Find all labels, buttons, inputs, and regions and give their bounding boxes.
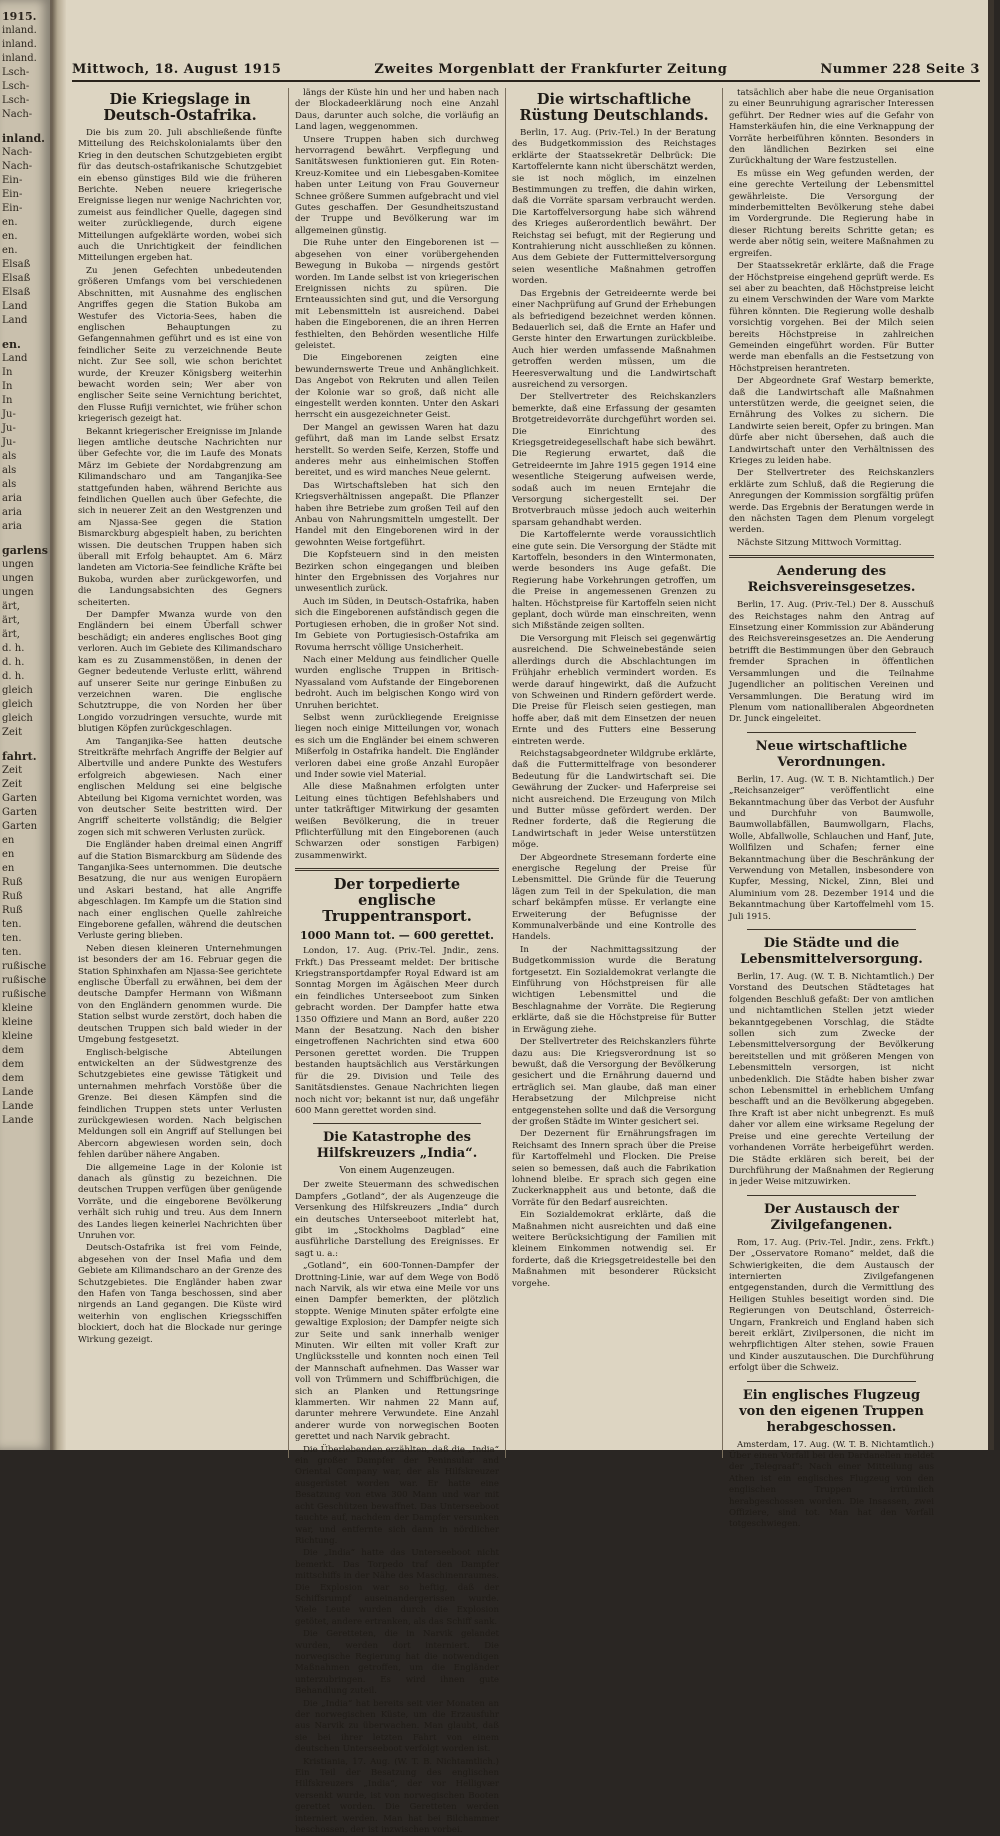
prev-page-text-fragment: aria — [2, 493, 22, 504]
previous-page-fragment — [0, 0, 52, 1450]
article-paragraph: Die Kopfsteuern sind in den meisten Bezirken schon eingegangen und bleiben hinter den Ergebnissen des Vorjahres nur unwesentlich zurück. — [295, 550, 499, 595]
article-paragraph: Der Stellvertreter des Reichskanzlers bemerkte, daß eine Erfassung der gesamten Brotgetreidevorräte durchgeführt worden sei. Die Einrichtung des Kriegsgetreidegesellschaft habe sich bewährt. Die Regierung erwartet, daß die Getreideernte im Jahre 1915 gegen 1914 eine wesentliche Steigerung aufweisen werde, sodaß auch im neuen Erntejahr die Versorgung sichergestellt sei. Der Brotverbrauch müsse jedoch auch weiterhin sparsam gehandhabt werden. — [512, 392, 716, 528]
article-body-reichsvereinsgesetz — [729, 600, 934, 725]
book-spine — [52, 0, 66, 1450]
prev-page-text-fragment: als — [2, 479, 17, 490]
article-paragraph: Alle diese Maßnahmen erfolgten unter Leitung eines tüchtigen Befehlshabers und unter tatkräftiger Mitwirkung der gesamten weißen Bevölkerung, die in treuer Pflichterfüllung mit den Eingeborenen (auch Schwarzen oder sonstigen Farbigen) zusammenwirkt. — [295, 782, 499, 861]
prev-page-text-fragment: gleich — [2, 685, 33, 696]
prev-page-text-fragment: Land — [2, 315, 28, 326]
prev-page-text-fragment: Elsaß — [2, 259, 31, 270]
subheadline-truppentransport: 1000 Mann tot. — 600 gerettet. — [300, 929, 494, 943]
divider — [313, 1123, 481, 1124]
prev-page-text-fragment: dem — [2, 1059, 24, 1070]
prev-page-text-fragment: inland. — [2, 39, 37, 50]
article-body-truppentransport — [295, 946, 499, 1117]
prev-page-text-fragment: Land — [2, 353, 28, 364]
article-paragraph: Die Geretteten, die in Narvik gelandet wurden, werden dort interniert. Die norwegische Regierung hat die notwendigen Maßnahmen getroffen, um die Engländer unterzubringen. Es wird ihnen gute Behandlung zuteil. — [295, 1629, 499, 1697]
prev-page-text-fragment: gleich — [2, 713, 33, 724]
prev-page-text-fragment: Lande — [2, 1101, 34, 1112]
article-paragraph: Selbst wenn zurückliegende Ereignisse liegen noch einige Mitteilungen vor, wonach es sich um die Engländer bei einem schweren Mißerfolg in Ostafrika handelt. Die Engländer verloren dabei eine große Anzahl Europäer und Inder sowie viel Material. — [295, 712, 499, 780]
masthead-title: Zweites Morgenblatt der Frankfurter Zeitung — [374, 62, 728, 77]
article-body-wirtschaft — [512, 128, 716, 1290]
prev-page-text-fragment: kleine — [2, 1031, 33, 1042]
article-paragraph: Der Staatssekretär erklärte, daß die Frage der Höchstpreise eingehend geprüft werde. Es sei aber zu beachten, daß Höchstpreise leicht zu einem Verschwinden der Ware vom Markte führen könnten. Die Regierung wolle deshalb vorsichtig vorgehen. Bei der Milch seien bereits Höchstpreise in zahlreichen Gemeinden eingeführt worden. Für Butter werde man ebenfalls an die Festsetzung von Höchstpreisen herantreten. — [729, 261, 934, 374]
article-paragraph: Die Eingeborenen zeigten eine bewundernswerte Treue und Anhänglichkeit. Das Angebot von Rekruten und allen Teilen der Kolonie war so groß, daß nicht alle eingestellt werden konnten. Unter den Askari herrscht ein ausgezeichneter Geist. — [295, 353, 499, 421]
divider — [747, 1381, 916, 1382]
article-body-verordnungen — [729, 775, 934, 923]
prev-page-text-fragment: In — [2, 381, 13, 392]
prev-page-text-fragment: Nach- — [2, 161, 33, 172]
article-paragraph: Berlin, 17. Aug. (W. T. B. Nichtamtlich.) Der „Reichsanzeiger“ veröffentlicht eine Bekanntmachung über das Verbot der Ausfuhr und Durchfuhr von Baumwolle, Baumwollabfällen, Baumwollgarn, Flachs, Wolle, Abfallwolle, Schlauchen und Hanf, Jute, Wollfilzen und Schafen; ferner eine Bekanntmachung über die Beschränkung der Verwendung von Metallen, insbesondere von Kupfer, Messing, Nickel, Zinn, Blei und Aluminium vom 28. Dezember 1914 und die Bekanntmachung über Kartoffelmehl vom 15. Juli 1915. — [729, 774, 934, 922]
prev-page-heading-fragment: en. — [2, 338, 21, 351]
headline-reichsvereinsgesetz: Aenderung des Reichsvereinsgesetzes. — [747, 564, 916, 596]
column-2 — [289, 88, 506, 1836]
prev-page-text-fragment: Land — [2, 301, 28, 312]
prev-page-year: 1915. — [2, 10, 37, 23]
prev-page-text-fragment: inland. — [2, 25, 37, 36]
article-paragraph: Der Abgeordnete Stresemann forderte eine energische Regelung der Preise für Lebensmittel. Die Gründe für die Teuerung lägen zum Teil in der Spekulation, die man scharf bekämpfen müsse. Er verlangte eine Erweiterung der Befugnisse der Kommunalverbände und eine Kontrolle des Handels. — [512, 852, 716, 943]
prev-page-text-fragment: kleine — [2, 1017, 33, 1028]
prev-page-text-fragment: ungen — [2, 587, 34, 598]
article-paragraph: Die allgemeine Lage in der Kolonie ist danach als günstig zu bezeichnen. Die deutschen Truppen verfügen über genügende Vorräte, und die eingeborene Bevölkerung verhält sich ruhig und treu. Aus dem Innern des Landes liegen keinerlei Nachrichten über Unruhen vor. — [78, 1162, 282, 1241]
article-paragraph: Ein Sozialdemokrat erklärte, daß die Maßnahmen nicht ausreichten und daß eine weitere Berücksichtigung der Familien mit kleinem Einkommen notwendig sei. Er forderte, daß die Kriegsgetreidestelle bei den Maßnahmen mit besonderer Rücksicht vorgehe. — [512, 1210, 716, 1289]
prev-page-text-fragment: Lande — [2, 1087, 34, 1098]
prev-page-text-fragment: ten. — [2, 947, 22, 958]
divider — [747, 1195, 916, 1196]
prev-page-text-fragment: Ruß — [2, 891, 23, 902]
column-4 — [723, 88, 940, 1530]
article-paragraph: In der Nachmittagssitzung der Budgetkommission wurde die Beratung fortgesetzt. Ein Sozialdemokrat verlangte die Einführung von Höchstpreisen für alle wichtigen Lebensmittel und die Beschlagnahme der Vorräte. Die Regierung erklärte, daß sie die Höchstpreise für Butter in Erwägung ziehe. — [512, 944, 716, 1035]
prev-page-text-fragment: ten. — [2, 933, 22, 944]
prev-page-text-fragment: en — [2, 863, 15, 874]
newspaper-page — [66, 0, 994, 1836]
prev-page-heading-fragment: fahrt. — [2, 750, 37, 763]
prev-page-text-fragment: Garten — [2, 807, 38, 818]
prev-page-text-fragment: Elsaß — [2, 273, 31, 284]
article-paragraph: Deutsch-Ostafrika ist frei vom Feinde, abgesehen von der Insel Mafia und dem Gebiete am Kilimandscharo an der Grenze des Schutzgebietes. Die Engländer haben zwar den Hafen von Tanga beschossen, sind aber nirgends an Land gegangen. Die Küste wird weiterhin von englischen Kriegsschiffen blockiert, doch hat die Blockade nur geringe Wirkung gezeigt. — [78, 1243, 282, 1345]
prev-page-text-fragment: kleine — [2, 1003, 33, 1014]
prev-page-text-fragment: aria — [2, 521, 22, 532]
prev-page-text-fragment: Ruß — [2, 877, 23, 888]
article-paragraph: Der Dampfer Mwanza wurde von den Engländern bei einem Überfall schwer beschädigt; ein anderes englisches Boot ging verloren. Auch im Gebiete des Kilimandscharo kam es zu Zusammenstößen, in denen der Gegner bedeutende Verluste erlitt, während auf unserer Seite nur geringe Einbußen zu verzeichnen waren. Die englische Schutztruppe, die von Norden her über Longido vorzudringen versuchte, wurde mit blutigen Köpfen zurückgeschlagen. — [78, 610, 282, 735]
article-body-kriegslage — [78, 128, 282, 1346]
article-paragraph: Berlin, 17. Aug. (Priv.-Tel.) Der 8. Ausschuß des Reichstages nahm den Antrag auf Einsetzung einer Kommission zur Abänderung des Reichsvereinsgesetzes an. Die Aenderung betrifft die Bestimmungen über den Gebrauch fremder Sprachen in öffentlichen Versammlungen und die Teilnahme Jugendlicher an politischen Vereinen und Versammlungen. Die Beratung wird im Plenum vom nationalliberalen Abgeordneten Dr. Junck eingeleitet. — [729, 600, 934, 725]
article-continuation-wirtschaft — [729, 88, 934, 549]
article-paragraph: Die Kartoffelernte werde voraussichtlich eine gute sein. Die Versorgung der Städte mit Kartoffeln, besonders in den Wintermonaten, werde besonders ins Auge gefaßt. Die Regierung habe Vorkehrungen getroffen, um die Preise in angemessenen Grenzen zu halten. Höchstpreise für Kartoffeln seien nicht geplant, doch würde man einschreiten, wenn sich Mißstände zeigen sollten. — [512, 530, 716, 632]
article-paragraph: Kristiania, 17. Aug. (W. T. B. Nichtamtlich.) Ein Teil der Besatzung des englischen Hilfskreuzers „India“, der vor Helligvær versenkt wurde, ist von norwegischen Booten gerettet worden. Die Geretteten werden interniert werden. Man hat bei Bilchammer beschossen, der ist inzwischen vorbei. — [295, 1756, 499, 1836]
headline-verordnungen: Neue wirtschaftliche Verordnungen. — [755, 738, 908, 770]
article-paragraph: Die Ruhe unter den Eingeborenen ist — abgesehen von einer vorübergehenden Bewegung in Bukoba — nirgends gestört worden. Im Lande selbst ist von kriegerischen Ereignissen nichts zu spüren. Die Ernteaussichten sind gut, und die Versorgung mit Lebensmitteln ist ausreichend. Dabei haben die Eingeborenen, die an ihren Herren festhielten, den Behörden wesentliche Hilfe geleistet. — [295, 238, 499, 351]
article-paragraph: längs der Küste hin und her und haben nach der Blockadeerklärung noch eine Anzahl Daus, darunter auch solche, die vorläufig an Land lagen, weggenommen. — [295, 88, 499, 133]
article-body-staedte — [729, 972, 934, 1189]
article-paragraph: „Gotland“, ein 600-Tonnen-Dampfer der Drottning-Linie, war auf dem Wege von Bodö nach Narvik, als wir etwa eine Meile vor uns einen Dampfer bemerkten, der plötzlich stoppte. Wenige Minuten später erfolgte eine gewaltige Explosion; der Dampfer neigte sich zur Seite und sank innerhalb weniger Minuten. Wir eilten mit voller Kraft zur Unglücksstelle und konnten noch einen Teil der Mannschaft aufnehmen. Das Wasser war voll von Trümmern und Schiffbrüchigen, die sich an Planken und Rettungsringe klammerten. Wir nahmen 22 Mann auf, darunter mehrere Verwundete. Eine Anzahl anderer wurde von norwegischen Booten gerettet und nach Narvik gebracht. — [295, 1261, 499, 1443]
prev-page-text-fragment: Lande — [2, 1115, 34, 1126]
divider — [747, 929, 916, 930]
article-paragraph: Der Dezernent für Ernährungsfragen im Reichsamt des Innern sprach über die Preise für Kartoffelmehl und Flocken. Die Preise seien so bemessen, daß auch die Fabrikation lohnend bleibe. Er sprach sich gegen eine Zuckerknappheit aus und betonte, daß die Vorräte für den Bedarf ausreichten. — [512, 1129, 716, 1208]
prev-page-text-fragment: aria — [2, 507, 22, 518]
article-body-flugzeug — [729, 1440, 934, 1531]
prev-page-text-fragment: Garten — [2, 793, 38, 804]
masthead-date: Mittwoch, 18. August 1915 — [72, 62, 282, 77]
article-paragraph: Die Engländer haben dreimal einen Angriff auf die Station Bismarckburg am Südende des Tanganjika-Sees unternommen. Die deutsche Besatzung, die nur aus wenigen Europäern und Askari bestand, hat alle Angriffe abgeschlagen. Im Kampfe um die Station sind nach einer englischen Quelle zahlreiche Eingeborene gefallen, während die deutschen Verluste gering blieben. — [78, 840, 282, 942]
prev-page-text-fragment: In — [2, 395, 13, 406]
article-paragraph: Englisch-belgische Abteilungen entwickelten an der Südwestgrenze des Schutzgebietes eine gewisse Tätigkeit und unternahmen mehrfach Vorstöße über die Grenze. Bei diesen Kämpfen sind die feindlichen Truppen stets unter Verlusten zurückgewiesen worden. Nach belgischen Meldungen soll ein Angriff auf Stellungen bei Abercorn abgewiesen worden sein, doch fehlen darüber nähere Angaben. — [78, 1047, 282, 1161]
article-paragraph: Die bis zum 20. Juli abschließende fünfte Mitteilung des Reichskolonialamts über den Krieg in den deutschen Schutzgebieten ergibt für das deutsch-ostafrikanische Schutzgebiet ein ebenso günstiges Bild wie die früheren Berichte. Neben neuere kriegerische Ereignisse liegen nur wenige Nachrichten vor, zumeist aus feindlicher Quelle, dagegen sind weiter zurückliegende, durch eigene Mitteilungen aufgeklärte worden, wobei sich auch die Unrichtigkeit der feindlichen Mitteilungen ergeben hat. — [78, 128, 282, 264]
prev-page-text-fragment: Ein- — [2, 189, 23, 200]
prev-page-text-fragment: als — [2, 451, 17, 462]
article-paragraph: Nach einer Meldung aus feindlicher Quelle wurden englische Truppen in Britisch-Nyassaland vom Aufstande der Eingeborenen bedroht. Auch im belgischen Kongo wird von Unruhen berichtet. — [295, 654, 499, 711]
article-paragraph: Es müsse ein Weg gefunden werden, der eine gerechte Verteilung der Lebensmittel gewährleiste. Die Versorgung der minderbemittelten Bevölkerung stehe dabei im Vordergrunde. Die Regierung habe in dieser Richtung bereits Schritte getan; es werde aber nötig sein, weitere Maßnahmen zu ergreifen. — [729, 168, 934, 259]
headline-truppentransport: Der torpedierte englische Truppentransport. — [322, 876, 472, 926]
prev-page-text-fragment: en — [2, 849, 15, 860]
prev-page-text-fragment: en. — [2, 231, 18, 242]
article-paragraph: Berlin, 17. Aug. (Priv.-Tel.) In der Beratung des Budgetkommission des Reichstages erklärte der Staatssekretär Delbrück: Die Kartoffelernte kann nicht überschätzt werden, sie ist noch möglich, im einzelnen Bestimmungen zu treffen, die dahin wirken, daß die Vorräte sparsam verbraucht werden. Die Kartoffelversorgung habe sich während des Krieges außerordentlich bewährt. Der Reichstag sei befugt, mit der Regierung und Kontrahierung nicht ausschließen zu können. Aus dem Gebiete der Futtermittelversorgung seien wesentliche Maßnahmen getroffen worden. — [512, 128, 716, 287]
byline-india: Von einem Augenzeugen. — [339, 1166, 455, 1177]
article-paragraph: Der Stellvertreter des Reichskanzlers führte dazu aus: Die Kriegsverordnung ist so bewußt, daß die Versorgung der Bevölkerung gesichert und die Ernährung dauernd und erträglich sei. Man glaube, daß man einer Herabsetzung der Milchpreise nicht entgegenstehen sollte und daß die Versorgung der großen Städte im Winter gesichert sei. — [512, 1037, 716, 1127]
prev-page-text-fragment: dem — [2, 1073, 24, 1084]
prev-page-text-fragment: rußische — [2, 961, 47, 972]
article-paragraph: Unsere Truppen haben sich durchweg hervorragend bewährt. Verpflegung und Sanitätswesen funktionieren gut. Ein Roten-Kreuz-Komitee und ein Liebesgaben-Komitee haben unter Leitung von Frau Gouverneur Schnee größere Summen aufgebracht und viel Gutes geschaffen. Der Gesundheitszustand der Truppe und Bevölkerung war im allgemeinen günstig. — [295, 134, 499, 236]
masthead-page-number: Nummer 228 Seite 3 — [820, 62, 980, 77]
prev-page-text-fragment: Nach- — [2, 147, 33, 158]
prev-page-text-fragment: als — [2, 465, 17, 476]
article-paragraph: Der Abgeordnete Graf Westarp bemerkte, daß die Landwirtschaft alle Maßnahmen unterstützen werde, die geeignet seien, die Ernährung des Volkes zu sichern. Die Landwirte seien bereit, Opfer zu bringen. Man dürfe aber nicht übersehen, daß auch die Landwirtschaft unter den Verhältnissen des Krieges zu leiden habe. — [729, 376, 934, 466]
prev-page-heading-fragment: inland. — [2, 132, 46, 145]
article-paragraph: Der zweite Steuermann des schwedischen Dampfers „Gotland“, der als Augenzeuge die Versenkung des Hilfskreuzers „India“ durch ein deutsches Unterseeboot miterlebt hat, gibt im „Stockholms Dagblad“ eine ausführliche Darstellung des Ereignisses. Er sagt u. a.: — [295, 1180, 499, 1259]
masthead — [72, 62, 980, 82]
prev-page-text-fragment: Ein- — [2, 203, 23, 214]
prev-page-heading-fragment: garlens — [2, 544, 48, 557]
column-3 — [506, 88, 723, 1458]
prev-page-text-fragment: dem — [2, 1045, 24, 1056]
article-body-zivilgefangene — [729, 1238, 934, 1375]
article-paragraph: Neben diesen kleineren Unternehmungen ist besonders der am 16. Februar gegen die Station Sphinxhafen am Njassa-See gerichtete englische Überfall zu erwähnen, bei dem der deutsche Dampfer Hermann von Wißmann von den Engländern genommen wurde. Die Station selbst wurde zerstört, doch haben die deutschen Truppen sich bald wieder in der Umgebung festgesetzt. — [78, 943, 282, 1046]
article-paragraph: Nächste Sitzung Mittwoch Vormittag. — [737, 537, 902, 548]
divider — [295, 868, 499, 871]
article-paragraph: Bekannt kriegerischer Ereignisse im Jnlande liegen amtliche deutsche Nachrichten nur über Gefechte vor, die im Laufe des Monats März im Gebiete der Nordabgrenzung am Kilimandscharo und am Tanganjika-See stattgefunden haben, während Berichte aus feindlichen Quellen auch über Gefechte, die sich in neuerer Zeit an den Westgrenzen und am Njassa-See gegen die Station Bismarckburg abgespielt haben, zu berichten wissen. Die deutschen Truppen haben sich überall mit Erfolg behauptet. Am 6. März landeten am Victoria-See feindliche Kräfte bei Bukoba, wurden aber zurückgeworfen, und die Landungsabsichten des Gegners scheiterten. — [78, 426, 282, 608]
prev-page-text-fragment: inland. — [2, 53, 37, 64]
headline-staedte: Die Städte und die Lebensmittelversorgung. — [740, 936, 923, 967]
prev-page-text-fragment: rußische — [2, 989, 47, 1000]
article-paragraph: Amsterdam, 17. Aug. (W. T. B. Nichtamtlich.) Über einen Vorfall bei den Dardanellen meldet der „Telegraaf“: Nach einer Mitteilung aus Athen ist ein englisches Flugzeug von den englischen Truppen irrtümlich herabgeschossen worden. Die Insassen, zwei Offiziere, sind tot. Man hat den Vorfall totgeschwiegen. — [729, 1439, 934, 1530]
prev-page-text-fragment: gleich — [2, 699, 33, 710]
prev-page-text-fragment: In — [2, 367, 13, 378]
headline-wirtschaft: Die wirtschaftliche Rüstung Deutschlands. — [519, 91, 709, 124]
article-paragraph: Das Ergebnis der Getreideernte werde bei einer Nachprüfung auf Grund der Erhebungen als befriedigend bezeichnet werden können. Bedauerlich sei, daß die Ernte an Hafer und Gerste hinter den Erwartungen zurückbleibe. Auch hier werden umfassende Maßnahmen getroffen werden müssen, um die Heeresverwaltung und die Landwirtschaft ausreichend zu versorgen. — [512, 288, 716, 390]
article-paragraph: Der Mangel an gewissen Waren hat dazu geführt, daß man im Lande selbst Ersatz herstellt. So werden Seife, Kerzen, Stoffe und anderes mehr aus einheimischen Stoffen bereitet, und es wird manches Neue gelernt. — [295, 422, 499, 479]
article-continuation — [295, 88, 499, 862]
article-paragraph: Reichstagsabgeordneter Wildgrube erklärte, daß die Futtermittelfrage von besonderer Bedeutung für die Landwirtschaft sei. Die Gewährung der Zucker- und Haferpreise sei nicht ausreichend. Die Erzeugung von Milch und Butter müsse gefördert werden. Der Redner forderte, daß die Regierung die Landwirtschaft in jeder Weise unterstützen möge. — [512, 748, 716, 851]
article-paragraph: Rom, 17. Aug. (Priv.-Tel. Jndir., zens. Frkft.) Der „Osservatore Romano“ meldet, daß die Schwierigkeiten, die dem Austausch der internierten Zivilgefangenen entgegenstanden, durch die Vermittlung des Heiligen Stuhles beseitigt worden sind. Die Regierungen von Deutschland, Österreich-Ungarn, Frankreich und England haben sich bereit erklärt, Zivilpersonen, die nicht im wehrpflichtigen Alter stehen, sowie Frauen und Kinder auszutauschen. Die Durchführung erfolgt über die Schweiz. — [729, 1237, 934, 1374]
prev-page-text-fragment: Zeit — [2, 779, 23, 790]
prev-page-text-fragment: ärt, — [2, 601, 20, 612]
prev-page-text-fragment: en. — [2, 245, 18, 256]
prev-page-text-fragment: Lsch- — [2, 95, 30, 106]
prev-page-text-fragment: Ein- — [2, 175, 23, 186]
prev-page-text-fragment: Elsaß — [2, 287, 31, 298]
column-1 — [72, 88, 289, 1458]
prev-page-text-fragment: en — [2, 835, 15, 846]
article-paragraph: Zu jenen Gefechten unbedeutenden größeren Umfangs vom bei verschiedenen Abschnitten, mit Ausnahme des englischen Angriffes gegen die Station Bukoba am Westufer des Victoria-Sees, haben die englischen Behauptungen zu Gefangennahmen geführt und es ist eine von feindlicher Seite zu verzeichnende Beute nicht. Zur See soll, wie schon berichtet wurde, der Kreuzer Königsberg weiterhin bewacht worden sein; Wer aber von englischer Seite seine Vernichtung berichtet, den Flusse Rufiji vernichtet, wie früher schon kriegerisch gezeigt hat. — [78, 265, 282, 425]
prev-page-text-fragment: Ju- — [2, 437, 16, 448]
prev-page-text-fragment: Nach- — [2, 109, 33, 120]
prev-page-text-fragment: ärt, — [2, 629, 20, 640]
prev-page-text-fragment: Lsch- — [2, 81, 30, 92]
prev-page-text-fragment: rußische — [2, 975, 47, 986]
headline-india: Die Katastrophe des Hilfskreuzers „India“. — [316, 1130, 478, 1162]
article-paragraph: tatsächlich aber habe die neue Organisation zu einer Beunruhigung agrarischer Interessen geführt. Der Redner wies auf die Gefahr von Hamsterkäufen hin, die eine Verknappung der Vorräte herbeiführen könnten. Besonders in den ländlichen Bezirken sei eine Zurückhaltung der Ware festzustellen. — [729, 88, 934, 167]
prev-page-text-fragment: en. — [2, 217, 18, 228]
prev-page-text-fragment: Garten — [2, 821, 38, 832]
prev-page-text-fragment: d. h. — [2, 671, 25, 682]
article-paragraph: Das Wirtschaftsleben hat sich den Kriegsverhältnissen angepaßt. Die Pflanzer haben ihre Betriebe zum großen Teil auf den Anbau von Nahrungsmitteln umgestellt. Der Handel mit den Eingeborenen wird in der gewohnten Weise fortgeführt. — [295, 480, 499, 548]
headline-zivilgefangene: Der Austausch der Zivilgefangenen. — [763, 1201, 900, 1233]
article-paragraph: Die Versorgung mit Fleisch sei gegenwärtig ausreichend. Die Schweinebestände seien allerdings durch die Abschlachtungen im Frühjahr erheblich vermindert worden. Es werde darauf hingewirkt, daß die Aufzucht von Schweinen und Rindern gefördert werde. Die Preise für Fleisch seien gestiegen, man hoffe aber, daß mit dem Einsetzen der neuen Ernte und des Futters eine Besserung eintreten werde. — [512, 633, 716, 747]
prev-page-text-fragment: d. h. — [2, 657, 25, 668]
article-paragraph: Berlin, 17. Aug. (W. T. B. Nichtamtlich.) Der Vorstand des Deutschen Städtetages hat folgenden Beschluß gefaßt: Der von amtlichen und nichtamtlichen Stellen jetzt wieder bekanntgegebenen Vorschlag, die Städte sollen sich zum Zwecke der Lebensmittelversorgung der Bevölkerung bereitstellen und mit größeren Mengen von Lebensmitteln versorgen, ist nicht unbedenklich. Die Städte haben bisher zwar schon Lebensmittel in erheblichem Umfang beschafft und an die Bevölkerung abgegeben. Ihre Kraft ist aber nicht unbegrenzt. Es muß daher vor allem eine wirksame Regelung der Preise und eine gerechte Verteilung der vorhandenen Vorräte herbeigeführt werden. Die Städte erklären sich bereit, bei der Durchführung der Maßnahmen der Regierung in jeder Weise mitzuwirken. — [729, 972, 934, 1188]
divider — [729, 555, 934, 558]
article-paragraph: Am Tanganjika-See hatten deutsche Streitkräfte mehrfach Angriffe der Belgier auf Albertville und andere Punkte des Westufers erfolgreich abgewiesen. Nach einer englischen Meldung sei eine belgische Abteilung bei Kigoma vernichtet worden, was von deutscher Seite bestritten wird. Der Angriff scheiterte vollständig; die Belgier zogen sich mit schweren Verlusten zurück. — [78, 736, 282, 838]
prev-page-text-fragment: d. h. — [2, 643, 25, 654]
prev-page-text-fragment: ärt, — [2, 615, 20, 626]
prev-page-text-fragment: Ruß — [2, 905, 23, 916]
prev-page-text-fragment: ungen — [2, 559, 34, 570]
prev-page-text-fragment: Ju- — [2, 423, 16, 434]
article-paragraph: Der Stellvertreter des Reichskanzlers erklärte zum Schluß, daß die Regierung die Anregungen der Kommission sorgfältig prüfen werde. Das Ergebnis der Beratungen werde in den nächsten Tagen dem Plenum vorgelegt werden. — [729, 468, 934, 536]
columns — [72, 88, 980, 1836]
divider — [747, 732, 916, 733]
page-edge — [988, 0, 994, 1450]
prev-page-text-fragment: Zeit — [2, 727, 23, 738]
article-paragraph: Die Überlebenden erzählten, daß die „India“ ein großer Dampfer der Peninsular and Oriental Company war, der als Hilfskreuzer ausgerüstet worden war. Er hatte eine Besatzung von etwa 300 Mann und war mit acht Geschützen bewaffnet. Das Unterseeboot tauchte auf, nachdem der Dampfer versunken war, und entfernte sich dann in nördlicher Richtung. — [295, 1444, 499, 1546]
prev-page-text-fragment: Lsch- — [2, 67, 30, 78]
article-paragraph: London, 17. Aug. (Priv.-Tel. Jndir., zens. Frkft.) Das Presseamt meldet: Der britische Kriegstransportdampfer Royal Edward ist am Sonntag Morgen im Ägäischen Meer durch ein feindliches Unterseeboot zum Sinken gebracht worden. Der Dampfer hatte etwa 1350 Offiziere und Mann an Bord, außer 220 Mann der Besatzung. Nach den bisher eingetroffenen Nachrichten sind etwa 600 Personen gerettet worden. Die Truppen bestanden hauptsächlich aus Verstärkungen für die 29. Division und Teile des Sanitätsdienstes. Genaue Nachrichten liegen noch nicht vor; bekannt ist nur, daß ungefähr 600 Mann gerettet worden sind. — [295, 946, 499, 1116]
article-paragraph: Die „India“ hatte das Unterseeboot nicht bemerkt. Das Torpedo traf den Dampfer mittschiffs in der Nähe des Maschinenraumes. Die Explosion war so heftig, daß der Schiffsrumpf auseinandergerissen wurde. Viele Leute wurden durch die Explosion getötet, andere ertranken, als das Schiff sank. — [295, 1548, 499, 1627]
article-body-india — [295, 1180, 499, 1836]
prev-page-text-fragment: Zeit — [2, 765, 23, 776]
article-paragraph: Auch im Süden, in Deutsch-Ostafrika, haben sich die Eingeborenen aufständisch gegen die Portugiesen erhoben, die in großer Not sind. Im Gebiete von Portugiesisch-Ostafrika am Rovuma herrscht völlige Unsicherheit. — [295, 596, 499, 653]
prev-page-text-fragment: Ju- — [2, 409, 16, 420]
headline-flugzeug: Ein englisches Flugzeug von den eigenen Truppen herabgeschossen. — [739, 1387, 924, 1435]
article-paragraph: Die „India“ hat bereits seit vier Monaten an der norwegischen Küste, um die Erzausfuhr aus Narvik zu überwachen. Man glaubt, daß sie bei ihrer letzten Fahrt von einem deutschen Unterseeboot verfolgt worden ist. — [295, 1698, 499, 1755]
prev-page-text-fragment: ten. — [2, 919, 22, 930]
headline-kriegslage: Die Kriegslage in Deutsch-Ostafrika. — [103, 91, 257, 124]
prev-page-text-fragment: ungen — [2, 573, 34, 584]
